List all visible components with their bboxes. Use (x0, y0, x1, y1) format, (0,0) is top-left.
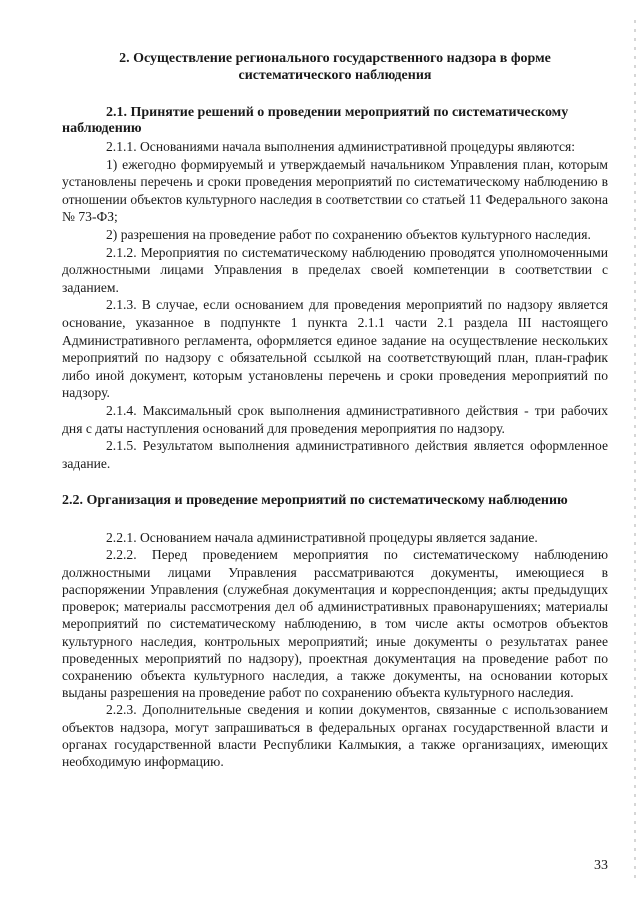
document-page (62, 50, 608, 770)
paragraph-2-1-1: 2.1.1. Основаниями начала выполнения административной процедуры являются: (106, 139, 576, 154)
paragraph-2-1-1-item-1: 1) ежегодно формируемый и утверждаемый начальником Управления план, которым установлены перечень и сроки проведения мероприятий по систематическому наблюдению в отношении объектов культурного наследия в соответствии со статьей 11 Федерального закона № 73-ФЗ; (62, 156, 608, 225)
paragraph-2-2-1: 2.2.1. Основанием начала административной процедуры является задание. (106, 530, 538, 546)
paragraph-2-2-3: 2.2.3. Дополнительные сведения и копии документов, связанные с использованием объектов надзора, могут запрашиваться в федеральных органах государственной власти и органах государственной власти Республики Калмыкия, а также организациях, имеющих необходимую информацию. (62, 702, 608, 769)
chapter-title: 2. Осуществление регионального государственного надзора в форме систематического наблюдения (119, 51, 551, 83)
paragraph-2-2-2: 2.2.2. Перед проведением мероприятия по систематическому наблюдению должностными лицами Управления рассматриваются документы, имеющиеся в распоряжении Управления (служебная документация и корреспонденция; акты предыдущих проверок; материалы рассмотрения дел об административных правонарушениях; материалы мероприятий по систематическому наблюдению, в том числе акты осмотров объектов культурного наследия, контрольных мероприятий; иные документы о результатах ранее проведенных мероприятий по надзору), проектная документация на проведение работ по сохранению объекта культурного наследия, а также документы, на основании которых выданы разрешения на проведение работ по сохранению объекта культурного наследия. (62, 547, 608, 701)
paragraph-2-1-4: 2.1.4. Максимальный срок выполнения административного действия - три рабочих дня с даты наступления оснований для проведения мероприятия по надзору. (62, 402, 608, 436)
section-heading-2-1: 2.1. Принятие решений о проведении мероприятий по систематическому наблюдению (62, 105, 569, 136)
paragraph-2-1-3: 2.1.3. В случае, если основанием для проведения мероприятий по надзору является основание, указанное в подпункте 1 пункта 2.1.1 части 2.1 раздела III настоящего Административного регламента, оформляется единое задание на осуществление нескольких мероприятий по надзору с обязательной ссылкой на соответствующий план, план-график либо иной документ, которым установлены перечень и сроки проведения мероприятий по надзору. (62, 297, 608, 401)
page-number: 33 (594, 858, 608, 873)
paragraph-2-1-5: 2.1.5. Результатом выполнения административного действия является оформленное задание. (62, 438, 608, 471)
paragraph-2-1-1-item-2: 2) разрешения на проведение работ по сохранению объектов культурного наследия. (106, 226, 591, 242)
section-heading-2-2: 2.2. Организация и проведение мероприятий по систематическому наблюдению (62, 493, 568, 509)
scan-edge-mark (634, 20, 636, 880)
paragraph-2-1-2: 2.1.2. Мероприятия по систематическому наблюдению проводятся уполномоченными должностными лицами Управления в пределах своей компетенции в соответствии с заданием. (62, 244, 608, 295)
